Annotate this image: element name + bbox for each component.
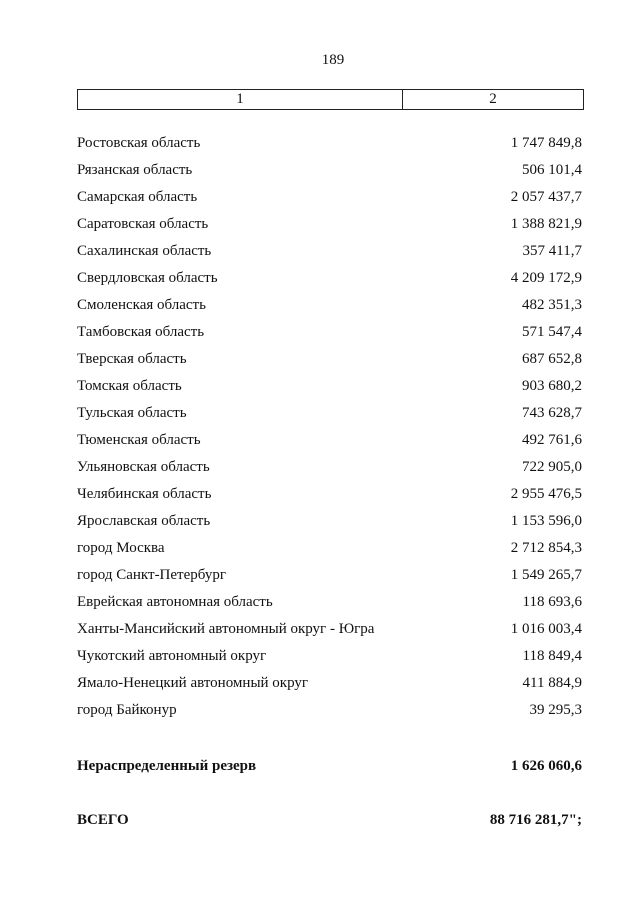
table-row — [77, 214, 582, 241]
total-row — [77, 812, 582, 829]
table-row — [77, 349, 582, 376]
table-row — [77, 673, 582, 700]
reserve-row — [77, 758, 582, 775]
region-name: Челябинская область — [77, 486, 212, 502]
region-value: 743 628,7 — [522, 405, 582, 421]
region-name: Томская область — [77, 378, 182, 394]
region-name: Тюменская область — [77, 432, 201, 448]
table-row — [77, 322, 582, 349]
table-row — [77, 457, 582, 484]
region-name: город Байконур — [77, 702, 177, 718]
region-value: 1 016 003,4 — [510, 621, 582, 637]
region-value: 118 693,6 — [522, 594, 582, 610]
table-row — [77, 403, 582, 430]
region-name: Ульяновская область — [77, 459, 210, 475]
region-value: 492 761,6 — [522, 432, 582, 448]
table-row — [77, 241, 582, 268]
table-row — [77, 295, 582, 322]
region-value: 1 549 265,7 — [510, 567, 582, 583]
table-row — [77, 484, 582, 511]
region-value: 1 153 596,0 — [510, 513, 582, 529]
region-name: Рязанская область — [77, 162, 193, 178]
region-name: Чукотский автономный округ — [77, 648, 267, 664]
table-row — [77, 133, 582, 160]
reserve-label: Нераспределенный резерв — [77, 758, 257, 774]
region-value: 357 411,7 — [522, 243, 582, 259]
region-value: 118 849,4 — [522, 648, 582, 664]
region-name: Ростовская область — [77, 135, 201, 151]
region-value: 506 101,4 — [522, 162, 582, 178]
region-name: Самарская область — [77, 189, 198, 205]
table-row — [77, 430, 582, 457]
region-value: 2 955 476,5 — [510, 486, 582, 502]
table-row — [77, 646, 582, 673]
table-row — [77, 511, 582, 538]
region-value: 411 884,9 — [522, 675, 582, 691]
table-row — [77, 160, 582, 187]
region-value: 1 747 849,8 — [510, 135, 582, 151]
region-name: Ханты-Мансийский автономный округ - Югра — [77, 621, 375, 637]
table-header — [77, 89, 584, 110]
page-number: 189 — [321, 52, 345, 68]
region-table — [77, 133, 582, 727]
region-name: Смоленская область — [77, 297, 206, 313]
region-name: город Санкт-Петербург — [77, 567, 226, 583]
table-row — [77, 376, 582, 403]
table-row — [77, 187, 582, 214]
region-name: Еврейская автономная область — [77, 594, 273, 610]
table-row — [77, 565, 582, 592]
table-row — [77, 538, 582, 565]
region-value: 39 295,3 — [529, 702, 582, 718]
region-value: 722 905,0 — [522, 459, 582, 475]
region-value: 2 057 437,7 — [510, 189, 582, 205]
table-row — [77, 592, 582, 619]
region-value: 482 351,3 — [522, 297, 582, 313]
region-name: Свердловская область — [77, 270, 218, 286]
region-value: 571 547,4 — [522, 324, 582, 340]
header-col-2: 2 — [489, 91, 497, 107]
table-row — [77, 700, 582, 727]
region-value: 1 388 821,9 — [510, 216, 582, 232]
region-value: 4 209 172,9 — [510, 270, 582, 286]
total-label: ВСЕГО — [77, 812, 129, 828]
region-name: Ямало-Ненецкий автономный округ — [77, 675, 309, 691]
header-col-1: 1 — [78, 90, 403, 109]
region-name: Ярославская область — [77, 513, 211, 529]
region-value: 2 712 854,3 — [510, 540, 582, 556]
table-row — [77, 619, 582, 646]
region-name: Сахалинская область — [77, 243, 212, 259]
region-name: город Москва — [77, 540, 165, 556]
region-name: Тульская область — [77, 405, 187, 421]
region-name: Тверская область — [77, 351, 187, 367]
reserve-value: 1 626 060,6 — [510, 758, 582, 774]
table-row — [77, 268, 582, 295]
region-name: Тамбовская область — [77, 324, 205, 340]
region-value: 903 680,2 — [522, 378, 582, 394]
region-value: 687 652,8 — [522, 351, 582, 367]
region-name: Саратовская область — [77, 216, 209, 232]
total-value: 88 716 281,7"; — [489, 812, 582, 828]
